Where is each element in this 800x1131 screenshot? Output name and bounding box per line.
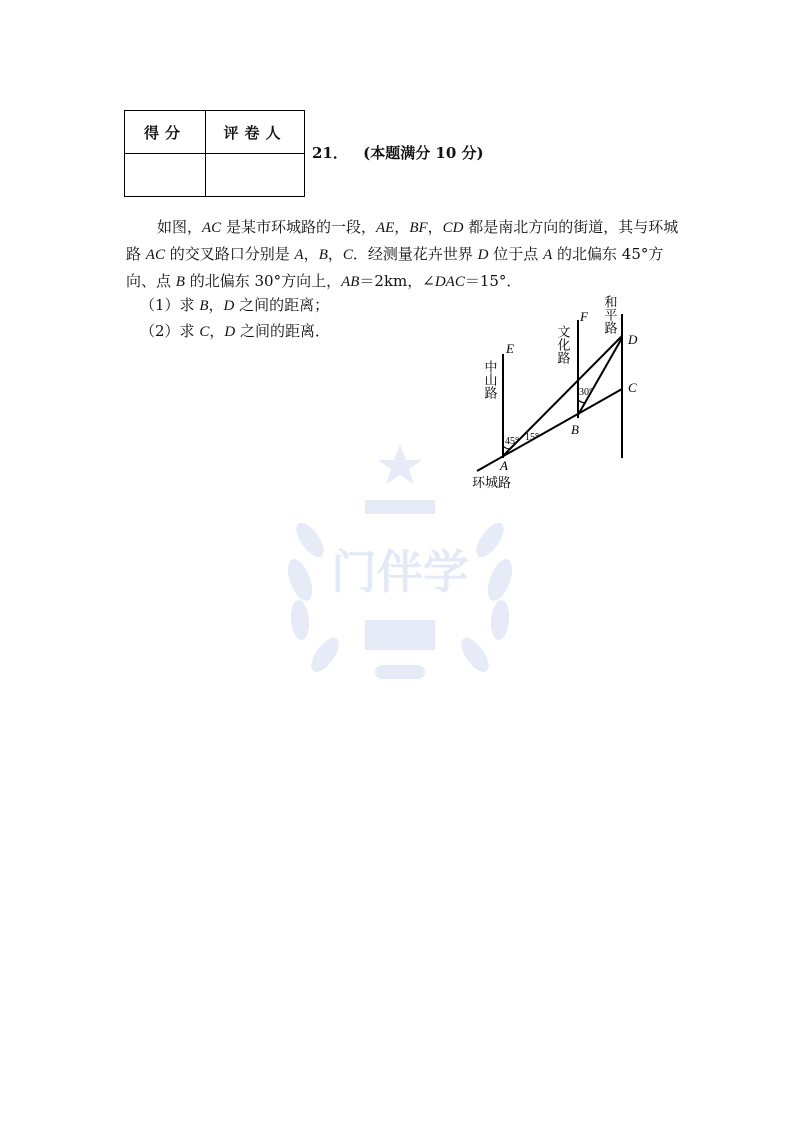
text-run: （1）求 [140, 296, 200, 314]
math-var: A [294, 247, 304, 263]
road-label-wenhua: 文化路 [555, 325, 571, 364]
math-var: CD [442, 220, 464, 236]
text-run: ， [208, 296, 224, 314]
angle-arc-B [578, 400, 585, 403]
angle-label-15: 15° [525, 432, 539, 443]
text-run: 是某市环城路的一段， [221, 218, 376, 236]
label-D: D [628, 332, 638, 347]
score-cell [125, 154, 206, 197]
geometry-figure [468, 290, 688, 495]
text-run: （2）求 [140, 322, 200, 340]
math-var: AC [145, 247, 165, 263]
text-run: ．经测量花卉世界 [352, 245, 478, 263]
math-var: D [223, 298, 235, 314]
math-var: AC [202, 220, 222, 236]
sub-question-2 [140, 320, 330, 341]
math-var: D [224, 324, 236, 340]
text-run: 都是南北方向的街道，其与环城路 [126, 218, 679, 263]
label-F: F [580, 309, 588, 324]
score-table [124, 110, 305, 197]
grader-header: 评卷人 [206, 111, 305, 154]
label-C: C [628, 380, 637, 395]
text-run: ＝15°． [464, 272, 522, 290]
math-var: A [543, 247, 553, 263]
question-number: 21． [312, 144, 348, 162]
text-run: 的交叉路口分别是 [164, 245, 295, 263]
text-run: 如图， [157, 218, 203, 236]
line-AC [477, 389, 622, 471]
text-run: ， [427, 218, 443, 236]
label-B: B [571, 422, 579, 437]
label-E: E [506, 341, 514, 356]
text-run: ， [303, 245, 319, 263]
math-var: D [477, 247, 489, 263]
math-var: AB [341, 274, 360, 290]
math-var: B [318, 247, 328, 263]
score-header: 得分 [125, 111, 206, 154]
question-title: (本题满分 10 分) [363, 144, 484, 162]
text-run: 位于点 [488, 245, 544, 263]
text-run: 的北偏东 30°方向上， [184, 272, 342, 290]
text-run: 的北偏东 45°方向、点 [126, 245, 664, 290]
road-label-huancheng: 环城路 [472, 475, 512, 490]
text-run: ， [209, 322, 225, 340]
watermark-text: 门伴学 [331, 545, 469, 599]
sub-question-1 [140, 294, 329, 315]
text-run: 之间的距离； [234, 296, 330, 314]
text-run: ， [394, 218, 410, 236]
math-var: B [199, 298, 209, 314]
math-var: B [175, 274, 185, 290]
angle-label-30: 30° [579, 387, 593, 398]
question-header [312, 142, 484, 163]
text-run: 之间的距离． [235, 322, 330, 340]
math-var: BF [409, 220, 428, 236]
math-var: DAC [434, 274, 465, 290]
math-var: C [199, 324, 210, 340]
grader-cell [206, 154, 305, 197]
road-label-heping: 和平路 [602, 295, 618, 334]
text-run: ＝2km，∠ [359, 272, 435, 290]
math-var: C [342, 247, 353, 263]
text-run: ， [327, 245, 343, 263]
angle-label-45: 45° [505, 436, 519, 447]
question-paragraph [126, 214, 691, 295]
road-label-zhongshan: 中山路 [482, 360, 498, 399]
math-var: AE [375, 220, 395, 236]
label-A: A [500, 458, 508, 473]
